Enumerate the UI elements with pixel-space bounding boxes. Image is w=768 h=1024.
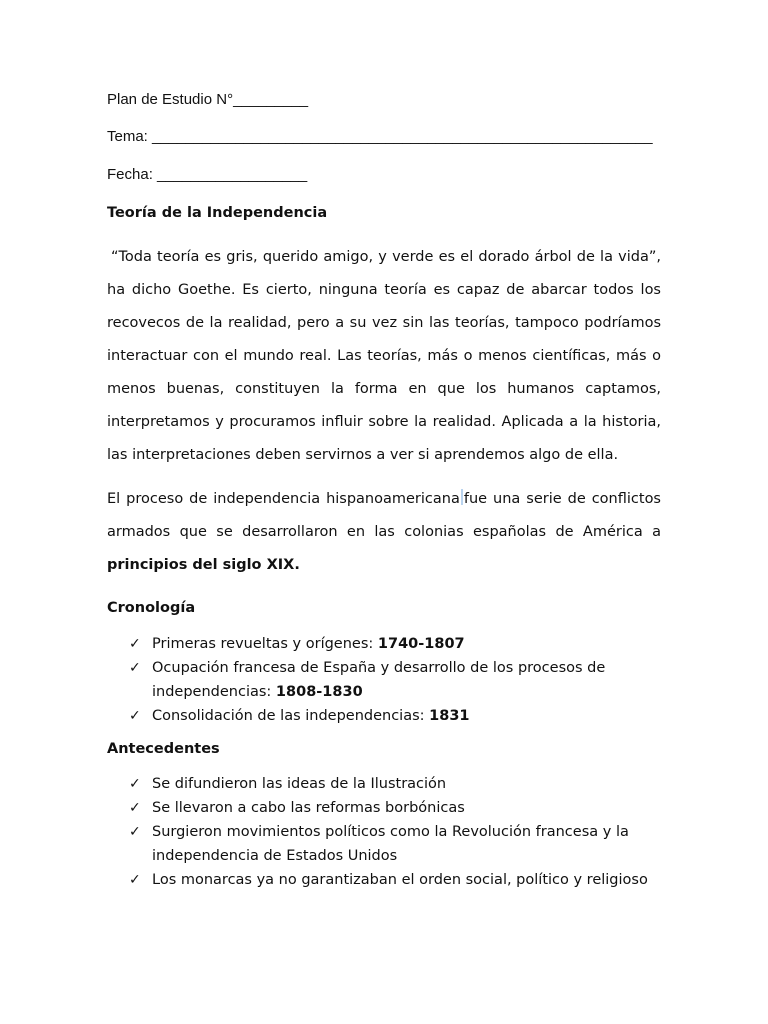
fecha-label: Fecha: __________________ [107, 166, 308, 183]
list-item: ✓ Ocupación francesa de España y desarrollo de los procesos de independencias: 1808-1830 [107, 656, 667, 704]
check-icon: ✓ [129, 824, 141, 840]
cronologia-list [107, 632, 667, 728]
list-item: ✓ Primeras revueltas y orígenes: 1740-1807 [107, 632, 667, 656]
list-item: ✓ Los monarcas ya no garantizaban el orden social, político y religioso [107, 868, 667, 892]
check-icon: ✓ [129, 708, 141, 724]
process-text-2: fue una serie de conflictos armados que se desarrollaron en las colonias españolas de América a [107, 491, 661, 540]
process-paragraph [107, 483, 661, 582]
check-icon: ✓ [129, 872, 141, 888]
list-item: ✓ Se llevaron a cabo las reformas borbónicas [107, 796, 667, 820]
quote-paragraph: “Toda teoría es gris, querido amigo, y verde es el dorado árbol de la vida”, ha dicho Goethe. Es cierto, ninguna teoría es capaz de abarcar todos los recovecos de la realidad, pero a su vez sin las teorías, tampoco podríamos interactuar con el mundo real. Las teorías, más o menos científicas, más o menos buenas, constituyen la forma en que los humanos captamos, interpretamos y procuramos influir sobre la realidad. Aplicada a la historia, las interpretaciones deben servirnos a ver si aprendemos algo de ella. [107, 249, 661, 463]
check-icon: ✓ [129, 660, 141, 676]
document-title: Teoría de la Independencia [107, 205, 328, 221]
text-cursor [461, 489, 463, 505]
list-item: ✓ Se difundieron las ideas de la Ilustración [107, 772, 667, 796]
process-text-1: El proceso de independencia hispanoamericana [107, 491, 460, 507]
tema-label: Tema: ____________________________________________________________ [107, 128, 653, 145]
cronologia-heading: Cronología [107, 600, 196, 616]
list-item: ✓ Surgieron movimientos políticos como la Revolución francesa y la independencia de Estados Unidos [107, 820, 667, 868]
check-icon: ✓ [129, 800, 141, 816]
antecedentes-list [107, 772, 667, 892]
plan-label: Plan de Estudio N°_________ [107, 91, 309, 108]
list-item: ✓ Consolidación de las independencias: 1831 [107, 704, 667, 728]
check-icon: ✓ [129, 636, 141, 652]
antecedentes-heading: Antecedentes [107, 741, 220, 757]
check-icon: ✓ [129, 776, 141, 792]
process-text-bold: principios del siglo XIX. [107, 557, 300, 573]
